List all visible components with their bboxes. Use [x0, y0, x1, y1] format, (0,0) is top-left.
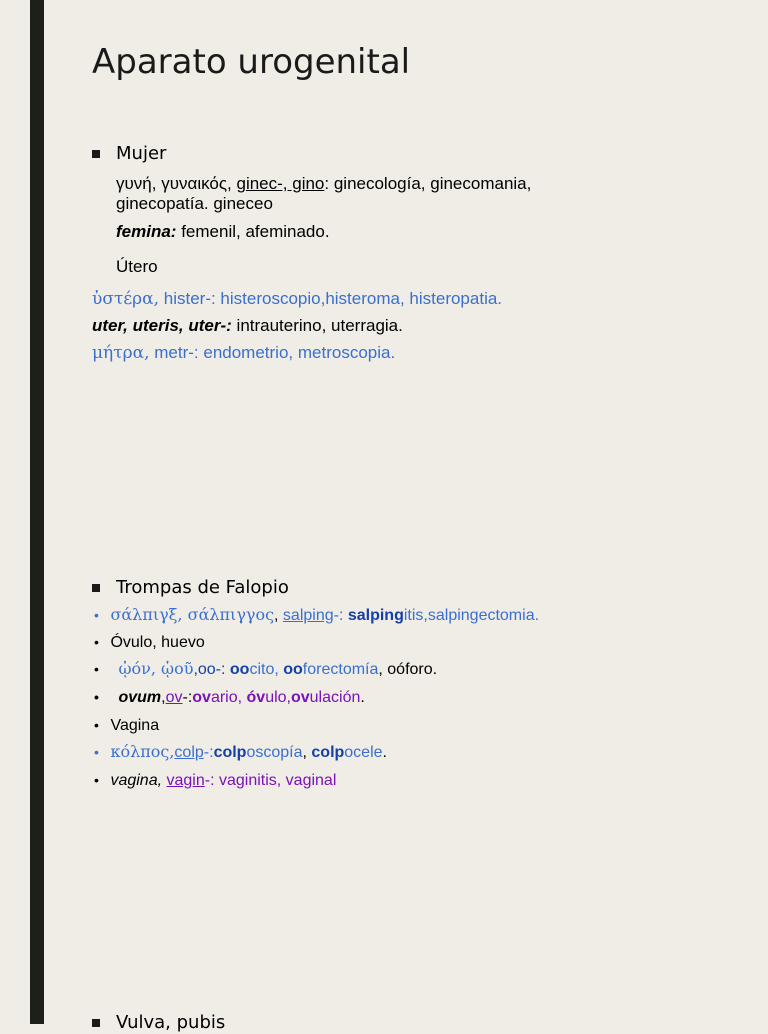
oo-bold-2: oo [283, 661, 303, 678]
colp-mid: -: [203, 744, 214, 761]
dot-bullet-icon: • [94, 744, 99, 760]
square-bullet-icon [92, 1019, 100, 1027]
utero-line [116, 257, 158, 277]
salp-bold: salping [347, 607, 404, 624]
colp-bold-2: colp [311, 744, 345, 761]
oo-root: ,oo-: [193, 661, 230, 678]
ovum-root: ov [165, 689, 183, 706]
salp-sep: , [274, 607, 283, 624]
vag-line [94, 770, 336, 791]
oo-greek: ᾠόν, ᾠοῦ [118, 659, 194, 678]
metra-rest: metr-: endometrio, metroscopia. [149, 343, 396, 362]
colp-bold-1: colp [213, 744, 247, 761]
ovum-mid: -: [182, 689, 193, 706]
oo-text-2: forectomía [302, 661, 379, 678]
mujer-heading: Mujer [116, 143, 167, 164]
trompas-heading: Trompas de Falopio [116, 577, 289, 598]
vag-label: vagina, [110, 772, 163, 789]
ovum-bold-2: óv [246, 689, 266, 706]
ovulo-label: Óvulo, huevo [110, 634, 205, 651]
ovum-text-1: ario, [210, 689, 247, 706]
vag-rest: -: vaginitis, vaginal [204, 772, 337, 789]
vagina-label: Vagina [110, 717, 160, 734]
salp-root: salping [282, 607, 334, 624]
colp-end: . [382, 744, 387, 761]
uter-label: uter, uteris, uter-: [92, 316, 232, 335]
ovum-text-3: ulación [309, 689, 361, 706]
metra-line [92, 343, 395, 363]
salp-greek: σάλπιγξ, σάλπιγγος [110, 605, 275, 624]
sidebar-bar [30, 0, 44, 1024]
colp-text-1: oscopía [246, 744, 303, 761]
dot-bullet-icon: • [94, 772, 99, 788]
colp-greek: κόλπος, [110, 742, 175, 761]
vagina-line [94, 715, 159, 736]
oo-text-1: cito, [249, 661, 284, 678]
hyst-rest: hister-: histeroscopio,histeroma, histeropatia. [159, 289, 503, 308]
dot-bullet-icon: • [94, 607, 99, 623]
salp-mid: -: [333, 607, 348, 624]
hyst-greek: ὑστέρα, [92, 289, 160, 309]
mujer-heading-row [92, 143, 166, 165]
ovum-end: . [360, 689, 365, 706]
dot-bullet-icon: • [94, 717, 99, 733]
uter-line [92, 316, 403, 336]
gyne-greek: γυνή, γυναικός, [116, 174, 237, 193]
metra-greek: μήτρα, [92, 343, 150, 363]
gyne-root: ginec-, gino [236, 174, 325, 193]
gyne-line-2 [116, 194, 273, 214]
ovum-label: ovum [118, 689, 162, 706]
utero-label: Útero [116, 257, 158, 276]
square-bullet-icon [92, 150, 100, 158]
ovum-sep: , [161, 689, 166, 706]
ovum-bold-1: ov [192, 689, 211, 706]
gyne-rest: : ginecología, ginecomania, [324, 174, 532, 193]
hyst-line [92, 289, 502, 309]
oo-line [94, 659, 437, 680]
oo-bold-1: oo [229, 661, 250, 678]
ovulo-line [94, 632, 205, 653]
colp-root: colp [174, 744, 204, 761]
ovum-bold-3: ov [290, 689, 310, 706]
vulva-heading-row [92, 1012, 225, 1034]
dot-bullet-icon: • [94, 689, 99, 705]
salp-line [94, 605, 539, 626]
vag-root: vagin [166, 772, 205, 789]
oo-text-3: , oóforo. [378, 661, 438, 678]
vulva-heading: Vulva, pubis [116, 1012, 226, 1033]
dot-bullet-icon: • [94, 634, 99, 650]
salp-rest: itis,salpingectomia. [403, 607, 540, 624]
gyne-line [116, 174, 531, 194]
page-title: Aparato urogenital [92, 42, 411, 82]
colp-sep: , [302, 744, 312, 761]
ovum-line [94, 687, 365, 708]
femina-line [116, 222, 330, 242]
colp-line [94, 742, 387, 763]
ovum-text-2: ulo, [265, 689, 291, 706]
trompas-heading-row [92, 577, 289, 599]
dot-bullet-icon: • [94, 661, 99, 677]
square-bullet-icon [92, 584, 100, 592]
femina-rest: femenil, afeminado. [176, 222, 330, 241]
colp-text-2: ocele [344, 744, 383, 761]
femina-label: femina: [116, 222, 177, 241]
gyne-rest-2: ginecopatía. gineceo [116, 194, 273, 213]
uter-rest: intrauterino, uterragia. [231, 316, 403, 335]
